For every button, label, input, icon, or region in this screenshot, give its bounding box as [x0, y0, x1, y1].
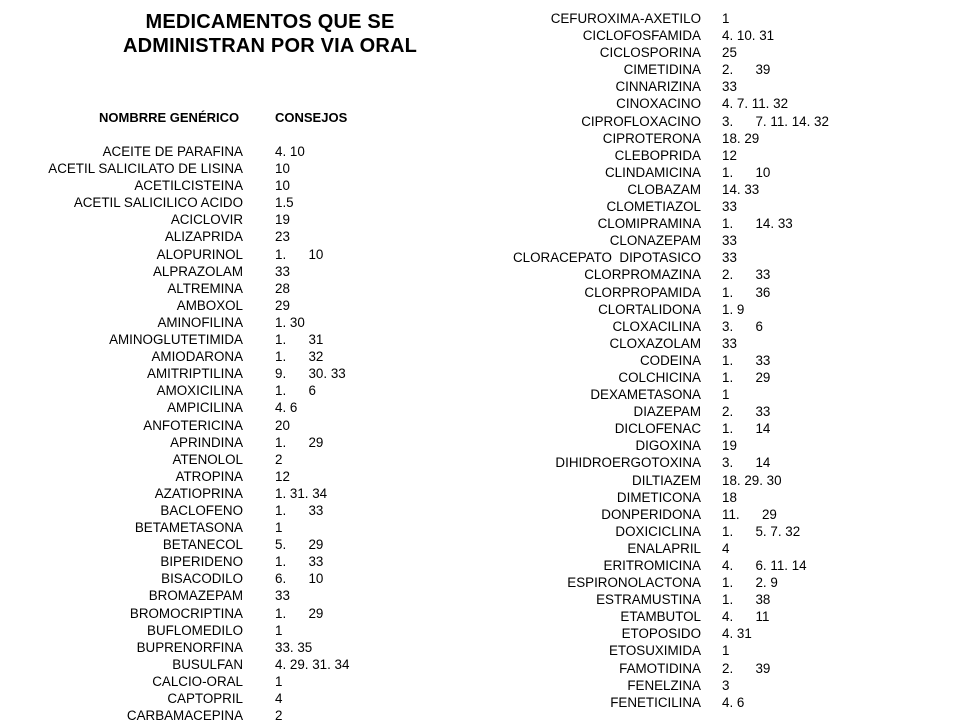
advice-codes: 12	[275, 468, 290, 484]
advice-codes: 19	[275, 212, 290, 228]
advice-codes: 19	[722, 438, 737, 454]
drug-name: AMIODARONA	[151, 349, 243, 365]
advice-codes: 1. 38	[722, 592, 771, 608]
advice-codes: 1	[275, 622, 283, 638]
advice-codes: 1. 10	[722, 164, 771, 180]
table-row	[440, 420, 829, 437]
drug-name: CLORACEPATO DIPOTASICO	[513, 250, 701, 266]
advice-codes: 4	[275, 691, 283, 706]
table-row	[440, 113, 829, 130]
drug-name: CLINDAMICINA	[605, 164, 701, 180]
advice-codes: 4. 6	[722, 694, 745, 710]
table-row	[440, 130, 829, 147]
advice-codes: 2. 39	[722, 62, 771, 78]
drug-name: DIGOXINA	[635, 438, 701, 454]
advice-codes: 4. 11	[722, 609, 770, 625]
drug-name: AMITRIPTILINA	[147, 366, 243, 382]
advice-codes: 4. 6	[275, 400, 298, 416]
advice-codes: 2	[275, 708, 283, 724]
drug-name: DONPERIDONA	[601, 506, 701, 522]
advice-codes: 5. 29	[275, 537, 324, 553]
advice-codes: 18	[722, 489, 737, 505]
table-row	[440, 27, 829, 44]
table-row	[440, 61, 829, 78]
drug-name: DIHIDROERGOTOXINA	[555, 455, 701, 471]
advice-codes: 4	[722, 540, 730, 556]
drug-name: BACLOFENO	[160, 502, 243, 518]
drug-name: CLORPROPAMIDA	[584, 284, 701, 300]
drug-name: ESTRAMUSTINA	[596, 592, 701, 608]
advice-codes: 4. 7. 11. 32	[722, 96, 789, 112]
drug-name: AMINOFILINA	[157, 314, 243, 330]
advice-codes: 1. 14. 33	[722, 216, 793, 232]
drug-name: BUFLOMEDILO	[147, 622, 243, 638]
advice-codes: 1. 29	[722, 369, 771, 385]
table-row	[0, 468, 349, 485]
table-row	[440, 147, 829, 164]
drug-name: CLEBOPRIDA	[614, 147, 701, 163]
advice-codes: 33. 35	[275, 639, 313, 655]
table-row	[440, 677, 829, 694]
drug-name: BUPRENORFINA	[136, 639, 243, 655]
advice-codes: 28	[275, 280, 290, 296]
table-row	[0, 622, 349, 639]
drug-name: ACETIL SALICILICO ACIDO	[73, 195, 243, 211]
table-row	[0, 399, 349, 416]
table-row	[0, 177, 349, 194]
advice-codes: 6. 10	[275, 571, 324, 587]
table-row	[440, 352, 829, 369]
advice-codes: 11. 29	[722, 506, 777, 522]
advice-codes: 20	[275, 417, 290, 433]
table-row	[0, 365, 349, 382]
drug-name: ACEITE DE PARAFINA	[102, 144, 243, 159]
drug-name: CALCIO-ORAL	[152, 673, 243, 689]
table-row	[0, 194, 349, 211]
table-row	[440, 181, 829, 198]
advice-codes: 1. 36	[722, 284, 771, 300]
advice-codes: 1.5	[275, 195, 294, 211]
table-row	[440, 78, 829, 95]
advice-codes: 25	[722, 45, 737, 61]
advice-codes: 4. 29. 31. 34	[275, 656, 350, 672]
table-row	[440, 694, 829, 711]
advice-codes: 23	[275, 229, 290, 245]
advice-codes: 3. 14	[722, 455, 771, 471]
advice-codes: 4. 10. 31	[722, 28, 775, 44]
table-row	[440, 44, 829, 61]
table-row	[440, 301, 829, 318]
drug-name: CLORTALIDONA	[598, 301, 701, 317]
table-row	[0, 485, 349, 502]
table-row	[0, 587, 349, 604]
advice-codes: 18. 29	[722, 130, 760, 146]
table-row	[440, 454, 829, 471]
drug-name: AZATIOPRINA	[154, 485, 243, 501]
drug-name: ETOPOSIDO	[621, 626, 701, 642]
table-row	[0, 143, 349, 160]
drug-name: FENETICILINA	[610, 694, 701, 710]
drug-name: ACETIL SALICILATO DE LISINA	[48, 161, 243, 177]
table-row	[440, 266, 829, 283]
drug-name: COLCHICINA	[618, 369, 701, 385]
advice-codes: 1. 2. 9	[722, 575, 778, 591]
drug-name: ALTREMINA	[167, 280, 243, 296]
table-row	[0, 605, 349, 622]
table-row	[0, 690, 349, 707]
drug-name: ERITROMICINA	[603, 558, 701, 573]
advice-codes: 33	[722, 335, 737, 351]
drug-name: CARBAMACEPINA	[126, 708, 243, 724]
table-row	[0, 553, 349, 570]
advice-codes: 12	[722, 147, 737, 163]
table-row	[440, 437, 829, 454]
advice-codes: 1. 5. 7. 32	[722, 523, 801, 539]
right-drug-list	[440, 10, 829, 711]
drug-name: CLORPROMAZINA	[584, 267, 701, 283]
header-advice: CONSEJOS	[275, 110, 348, 125]
advice-codes: 2. 33	[722, 267, 771, 283]
table-row	[0, 314, 349, 331]
table-row	[440, 403, 829, 420]
table-row	[0, 348, 349, 365]
table-row	[0, 280, 349, 297]
title-line-1: MEDICAMENTOS QUE SE	[145, 11, 395, 33]
drug-name: CLOMIPRAMINA	[597, 216, 701, 232]
drug-name: DIMETICONA	[616, 489, 701, 505]
advice-codes: 1. 31. 34	[275, 485, 328, 501]
header-generic-name: NOMBRRE GENÉRICO	[99, 110, 240, 125]
advice-codes: 1	[722, 387, 730, 403]
table-row	[440, 642, 829, 659]
table-row	[0, 331, 349, 348]
advice-codes: 3. 7. 11. 14. 32	[722, 113, 829, 129]
advice-codes: 1. 29	[275, 434, 324, 450]
table-row	[0, 263, 349, 280]
drug-name: CICLOSPORINA	[599, 45, 701, 61]
drug-name: CEFUROXIMA-AXETILO	[550, 11, 701, 26]
drug-name: BISACODILO	[161, 571, 243, 587]
advice-codes: 1. 32	[275, 349, 324, 365]
advice-codes: 10	[275, 178, 290, 194]
table-row	[0, 211, 349, 228]
drug-name: CLOMETIAZOL	[606, 199, 701, 215]
drug-name: ATENOLOL	[172, 451, 243, 467]
drug-name: DOXICICLINA	[615, 523, 701, 539]
advice-codes: 1. 10	[275, 246, 324, 262]
drug-name: ESPIRONOLACTONA	[567, 575, 701, 591]
drug-name: ALPRAZOLAM	[152, 263, 243, 279]
drug-name: CIPROFLOXACINO	[581, 113, 701, 129]
table-row	[0, 246, 349, 263]
table-row	[440, 95, 829, 112]
table-row	[440, 574, 829, 591]
table-row	[440, 540, 829, 557]
table-row	[440, 523, 829, 540]
table-row	[440, 660, 829, 677]
page-title	[120, 10, 420, 58]
left-drug-list	[0, 143, 349, 724]
advice-codes: 1	[722, 11, 730, 26]
table-row	[440, 215, 829, 232]
advice-codes: 14. 33	[722, 181, 760, 197]
drug-name: ETAMBUTOL	[620, 609, 701, 625]
advice-codes: 33	[722, 250, 737, 266]
drug-name: CIMETIDINA	[623, 62, 701, 78]
table-row	[0, 639, 349, 656]
table-row	[440, 557, 829, 574]
drug-name: CIPROTERONA	[602, 130, 701, 146]
table-row	[440, 232, 829, 249]
advice-codes: 1. 33	[722, 352, 771, 368]
advice-codes: 2. 33	[722, 404, 771, 420]
advice-codes: 3. 6	[722, 318, 763, 334]
advice-codes: 1	[275, 673, 283, 689]
table-row	[440, 472, 829, 489]
drug-name: ATROPINA	[175, 468, 243, 484]
table-row	[440, 284, 829, 301]
advice-codes: 10	[275, 161, 290, 177]
drug-name: CICLOFOSFAMIDA	[582, 28, 701, 44]
table-row	[0, 417, 349, 434]
table-row	[0, 673, 349, 690]
advice-codes: 4. 6. 11. 14	[722, 558, 807, 573]
table-row	[0, 536, 349, 553]
drug-name: AMINOGLUTETIMIDA	[109, 332, 243, 348]
drug-name: ACETILCISTEINA	[134, 178, 243, 194]
table-row	[0, 297, 349, 314]
advice-codes: 1. 9	[722, 301, 745, 317]
advice-codes: 1. 29	[275, 605, 324, 621]
drug-name: CLONAZEPAM	[609, 233, 701, 249]
advice-codes: 18. 29. 30	[722, 472, 782, 488]
advice-codes: 1	[275, 520, 283, 536]
table-row	[440, 489, 829, 506]
advice-codes: 1. 14	[722, 421, 771, 437]
table-row	[0, 434, 349, 451]
drug-name: AMOXICILINA	[156, 383, 243, 399]
table-row	[440, 386, 829, 403]
table-row	[0, 570, 349, 587]
drug-name: BIPERIDENO	[160, 554, 243, 570]
drug-name: BROMOCRIPTINA	[129, 605, 243, 621]
advice-codes: 33	[275, 588, 290, 604]
table-row	[0, 382, 349, 399]
table-row	[0, 656, 349, 673]
advice-codes: 4. 10	[275, 144, 305, 159]
drug-name: DILTIAZEM	[632, 472, 701, 488]
table-row	[440, 249, 829, 266]
table-row	[440, 591, 829, 608]
drug-name: APRINDINA	[170, 434, 243, 450]
drug-name: ALIZAPRIDA	[164, 229, 243, 245]
drug-name: CAPTOPRIL	[167, 691, 243, 706]
drug-name: DICLOFENAC	[614, 421, 701, 437]
table-row	[0, 519, 349, 536]
drug-name: DEXAMETASONA	[590, 387, 701, 403]
advice-codes: 1	[722, 643, 730, 659]
table-row	[0, 160, 349, 177]
advice-codes: 1. 33	[275, 554, 324, 570]
drug-name: CLOXACILINA	[612, 318, 701, 334]
table-row	[440, 10, 829, 27]
table-row	[440, 369, 829, 386]
drug-name: BETANECOL	[162, 537, 243, 553]
drug-name: CINOXACINO	[616, 96, 701, 112]
advice-codes: 33	[722, 233, 737, 249]
advice-codes: 33	[275, 263, 290, 279]
table-row	[440, 335, 829, 352]
drug-name: FENELZINA	[627, 677, 701, 693]
drug-name: BUSULFAN	[172, 656, 243, 672]
table-row	[440, 198, 829, 215]
drug-name: DIAZEPAM	[633, 404, 701, 420]
table-row	[440, 164, 829, 181]
table-row	[440, 625, 829, 642]
advice-codes: 1. 30	[275, 314, 305, 330]
advice-codes: 29	[275, 297, 290, 313]
advice-codes: 1. 6	[275, 383, 316, 399]
title-line-2: ADMINISTRAN POR VIA ORAL	[122, 35, 418, 57]
table-row	[440, 608, 829, 625]
advice-codes: 9. 30. 33	[275, 366, 346, 382]
drug-name: CODEINA	[639, 352, 701, 368]
drug-name: CINNARIZINA	[615, 79, 701, 95]
table-row	[0, 228, 349, 245]
drug-name: AMBOXOL	[176, 297, 243, 313]
advice-codes: 3	[722, 677, 730, 693]
advice-codes: 33	[722, 79, 737, 95]
drug-name: ACICLOVIR	[170, 212, 243, 228]
drug-name: ENALAPRIL	[627, 540, 701, 556]
table-row	[0, 451, 349, 468]
drug-name: AMPICILINA	[167, 400, 243, 416]
drug-name: CLOBAZAM	[627, 181, 701, 197]
drug-name: ETOSUXIMIDA	[608, 643, 701, 659]
advice-codes: 4. 31	[722, 626, 752, 642]
table-row	[440, 318, 829, 335]
table-row	[440, 506, 829, 523]
drug-name: BETAMETASONA	[134, 520, 243, 536]
advice-codes: 33	[722, 199, 737, 215]
drug-name: ALOPURINOL	[156, 246, 243, 262]
advice-codes: 1. 31	[275, 332, 324, 348]
drug-name: FAMOTIDINA	[619, 660, 701, 676]
drug-name: ANFOTERICINA	[143, 417, 243, 433]
table-row	[0, 502, 349, 519]
drug-name: CLOXAZOLAM	[609, 335, 701, 351]
advice-codes: 1. 33	[275, 502, 324, 518]
table-row	[0, 707, 349, 724]
drug-name: BROMAZEPAM	[148, 588, 243, 604]
advice-codes: 2. 39	[722, 660, 771, 676]
advice-codes: 2	[275, 451, 283, 467]
